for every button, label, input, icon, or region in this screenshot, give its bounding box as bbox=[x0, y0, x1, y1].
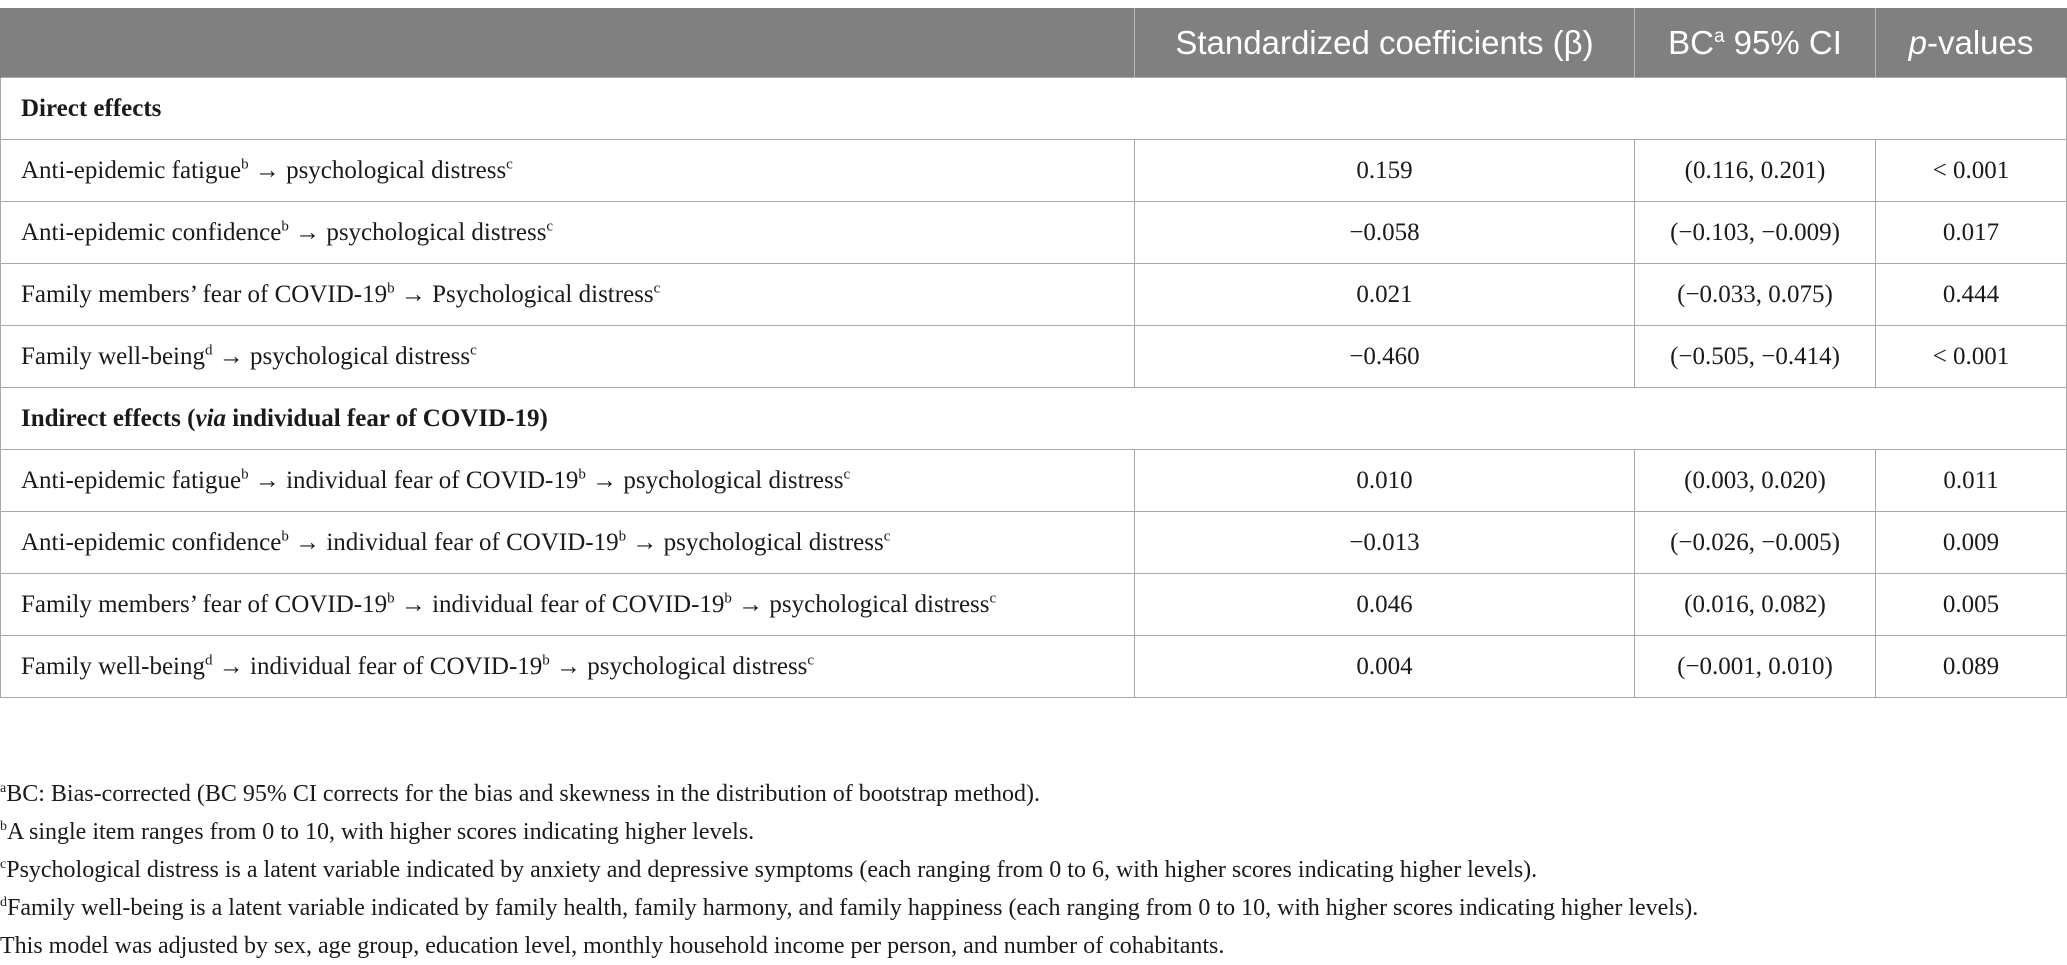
header-blank bbox=[1, 9, 1135, 78]
path-segment: Family well-being bbox=[21, 652, 205, 680]
ci-value: (−0.033, 0.075) bbox=[1635, 264, 1876, 326]
header-bc-footnote-mark: a bbox=[1713, 26, 1725, 47]
table-row bbox=[1, 636, 2067, 698]
path-segment: → Psychological distress bbox=[394, 280, 654, 308]
beta-value: 0.046 bbox=[1135, 574, 1635, 636]
table-row bbox=[1, 512, 2067, 574]
effect-path-label bbox=[1, 326, 1135, 388]
footnote-line bbox=[0, 851, 2060, 889]
table-row bbox=[1, 264, 2067, 326]
footnote-mark: b bbox=[241, 156, 249, 173]
table-row bbox=[1, 140, 2067, 202]
section-title-text: Direct effects bbox=[21, 94, 162, 122]
table-row bbox=[1, 326, 2067, 388]
p-value: 0.011 bbox=[1876, 450, 2067, 512]
footnote-mark: b bbox=[542, 652, 550, 669]
footnote-mark: d bbox=[205, 342, 213, 359]
footnote-mark: b bbox=[281, 218, 289, 235]
effect-path-label bbox=[1, 140, 1135, 202]
path-segment: → psychological distress bbox=[549, 652, 808, 680]
footnote-mark: b bbox=[387, 590, 395, 607]
ci-value: (0.016, 0.082) bbox=[1635, 574, 1876, 636]
footnote-mark: c bbox=[989, 590, 997, 607]
effect-path-label bbox=[1, 450, 1135, 512]
mediation-results-table bbox=[0, 8, 2067, 698]
beta-value: −0.058 bbox=[1135, 202, 1635, 264]
effect-path-label bbox=[1, 202, 1135, 264]
ci-value: (0.116, 0.201) bbox=[1635, 140, 1876, 202]
path-segment: Family members’ fear of COVID-19 bbox=[21, 280, 388, 308]
header-bc-95-ci bbox=[1635, 9, 1876, 78]
path-segment: → psychological distress bbox=[626, 528, 884, 556]
path-segment: → psychological distress bbox=[288, 218, 547, 246]
footnote-mark: b bbox=[241, 466, 249, 483]
path-segment: → individual fear of COVID-19 bbox=[288, 528, 619, 556]
beta-value: 0.159 bbox=[1135, 140, 1635, 202]
footnote-mark: b bbox=[618, 528, 627, 545]
beta-value: 0.004 bbox=[1135, 636, 1635, 698]
section-header-row bbox=[1, 388, 2067, 450]
effect-path-label bbox=[1, 512, 1135, 574]
path-segment: Anti-epidemic fatigue bbox=[21, 156, 242, 184]
footnote-mark: c bbox=[546, 218, 554, 235]
path-segment: → individual fear of COVID-19 bbox=[248, 466, 579, 494]
footnote-line bbox=[0, 813, 2060, 851]
section-title bbox=[1, 78, 2067, 140]
table-header-row bbox=[1, 9, 2067, 78]
beta-value: −0.460 bbox=[1135, 326, 1635, 388]
footnote-text: Psychological distress is a latent variable indicated by anxiety and depressive symptoms (each ranging from 0 to 6, with higher scores indicating higher levels). bbox=[6, 857, 1538, 883]
path-segment: → psychological distress bbox=[212, 342, 471, 370]
section-header-row bbox=[1, 78, 2067, 140]
table-footnotes bbox=[0, 775, 2060, 965]
footnote-mark: c bbox=[653, 280, 661, 297]
table-row bbox=[1, 450, 2067, 512]
footnote-text: BC: Bias-corrected (BC 95% CI corrects for the bias and skewness in the distribution of bootstrap method). bbox=[6, 781, 1040, 807]
beta-value: 0.021 bbox=[1135, 264, 1635, 326]
table-body bbox=[1, 78, 2067, 698]
ci-value: (−0.505, −0.414) bbox=[1635, 326, 1876, 388]
effect-path-label bbox=[1, 264, 1135, 326]
footnote-mark: d bbox=[205, 652, 213, 669]
footnote-mark: d bbox=[0, 895, 7, 910]
beta-value: 0.010 bbox=[1135, 450, 1635, 512]
ci-value: (−0.026, −0.005) bbox=[1635, 512, 1876, 574]
footnote-mark: c bbox=[807, 652, 815, 669]
path-segment: Family well-being bbox=[21, 342, 205, 370]
footnote-mark: b bbox=[387, 280, 395, 297]
path-segment: Anti-epidemic confidence bbox=[21, 218, 282, 246]
table-row bbox=[1, 202, 2067, 264]
p-value: 0.089 bbox=[1876, 636, 2067, 698]
footnote-mark: b bbox=[578, 466, 586, 483]
ci-value: (−0.103, −0.009) bbox=[1635, 202, 1876, 264]
path-segment: → psychological distress bbox=[248, 156, 507, 184]
path-segment: → psychological distress bbox=[585, 466, 844, 494]
path-segment: → individual fear of COVID-19 bbox=[212, 652, 543, 680]
footnote-text: Family well-being is a latent variable indicated by family health, family harmony, and family happiness (each ranging from 0 to 10, with higher scores indicating higher levels). bbox=[7, 895, 1699, 921]
header-standardized-coefficients: Standardized coefficients (β) bbox=[1135, 9, 1635, 78]
p-value: 0.005 bbox=[1876, 574, 2067, 636]
footnote-mark: c bbox=[470, 342, 477, 359]
effect-path-label bbox=[1, 574, 1135, 636]
header-p-values bbox=[1876, 9, 2067, 78]
p-value: 0.009 bbox=[1876, 512, 2067, 574]
section-title-pre: Indirect effects ( bbox=[21, 404, 196, 432]
header-ci-text: 95% CI bbox=[1724, 24, 1842, 61]
ci-value: (0.003, 0.020) bbox=[1635, 450, 1876, 512]
footnote-mark: b bbox=[281, 528, 289, 545]
table-row bbox=[1, 574, 2067, 636]
footnote-mark: a bbox=[0, 781, 7, 796]
path-segment: Anti-epidemic confidence bbox=[21, 528, 282, 556]
footnote-mark: c bbox=[506, 156, 513, 173]
header-bc-text: BC bbox=[1668, 24, 1714, 61]
footnote-line bbox=[0, 927, 2060, 965]
path-segment: → psychological distress bbox=[731, 590, 990, 618]
ci-value: (−0.001, 0.010) bbox=[1635, 636, 1876, 698]
path-segment: Family members’ fear of COVID-19 bbox=[21, 590, 388, 618]
footnote-mark: c bbox=[0, 857, 7, 872]
footnote-text: This model was adjusted by sex, age group, education level, monthly household income per person, and number of cohabitants. bbox=[0, 933, 1225, 959]
header-p-italic: p bbox=[1908, 24, 1927, 61]
footnote-mark: c bbox=[843, 466, 851, 483]
footnote-mark: b bbox=[0, 819, 7, 834]
beta-value: −0.013 bbox=[1135, 512, 1635, 574]
path-segment: Anti-epidemic fatigue bbox=[21, 466, 242, 494]
p-value: < 0.001 bbox=[1876, 140, 2067, 202]
footnote-text: A single item ranges from 0 to 10, with higher scores indicating higher levels. bbox=[7, 819, 755, 845]
header-p-rest: -values bbox=[1926, 24, 2034, 61]
path-segment: → individual fear of COVID-19 bbox=[394, 590, 725, 618]
p-value: 0.017 bbox=[1876, 202, 2067, 264]
footnote-mark: b bbox=[724, 590, 732, 607]
section-title bbox=[1, 388, 2067, 450]
p-value: < 0.001 bbox=[1876, 326, 2067, 388]
footnote-line bbox=[0, 889, 2060, 927]
footnote-mark: c bbox=[883, 528, 891, 545]
effect-path-label bbox=[1, 636, 1135, 698]
footnote-line bbox=[0, 775, 2060, 813]
section-title-italic: via bbox=[195, 404, 227, 432]
section-title-post: individual fear of COVID-19) bbox=[226, 404, 548, 432]
p-value: 0.444 bbox=[1876, 264, 2067, 326]
